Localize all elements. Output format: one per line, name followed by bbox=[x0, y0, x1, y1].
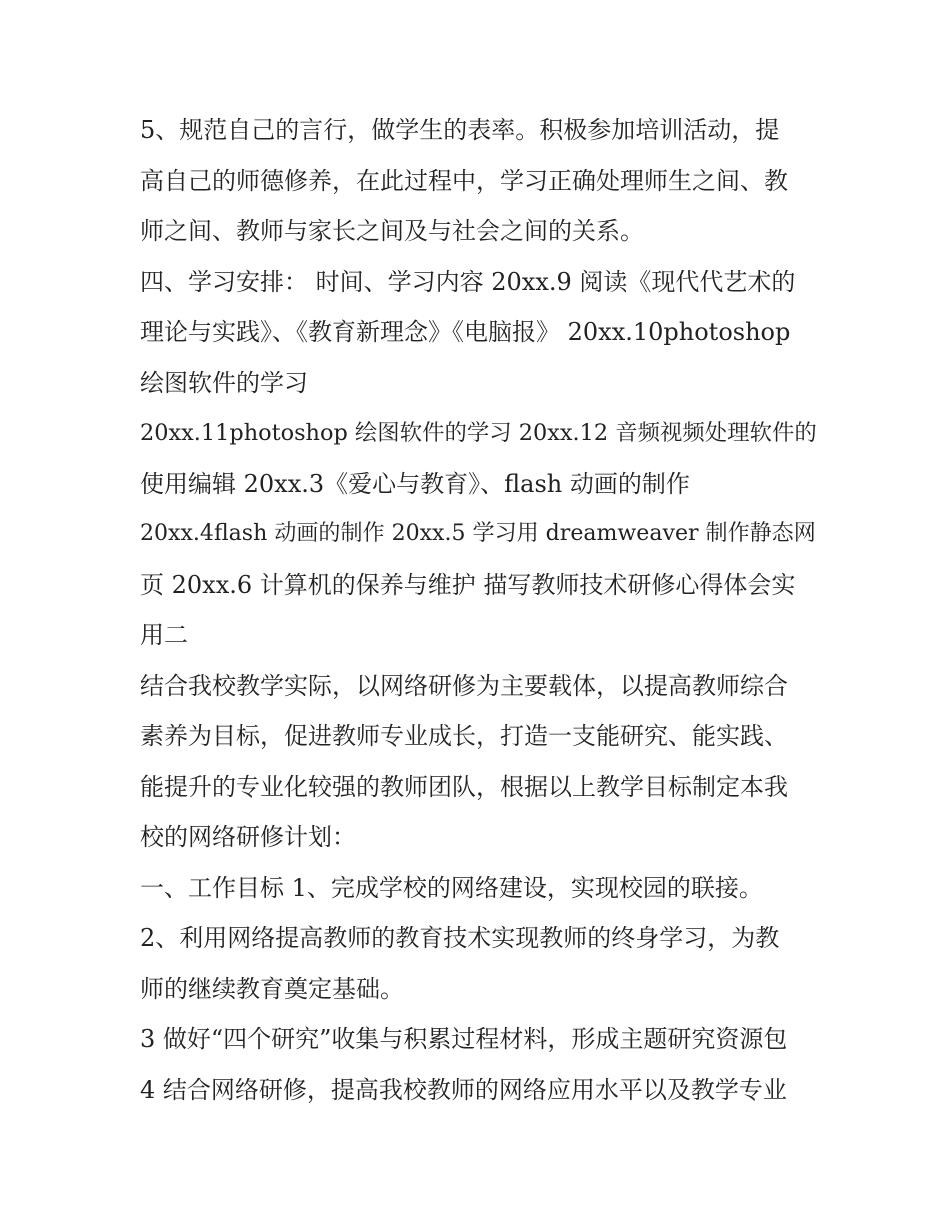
text-line: 师之间、教师与家长之间及与社会之间的关系。 bbox=[140, 217, 644, 245]
text-line: 用二 bbox=[140, 621, 188, 649]
text-line: 结合我校教学实际，以网络研修为主要载体，以提高教师综合 bbox=[140, 671, 788, 700]
text-line: 4 结合网络研修，提高我校教师的网络应用水平以及教学专业 bbox=[140, 1075, 787, 1104]
text-line: 20xx.4flash 动画的制作 20xx.5 学习用 dreamweaver 制作静态网 bbox=[140, 521, 816, 546]
text-line: 理论与实践》、《教育新理念》《电脑报》 20xx.10photoshop bbox=[140, 318, 791, 346]
text-line: 使用编辑 20xx.3《爱心与教育》、flash 动画的制作 bbox=[140, 469, 690, 498]
text-line: 素养为目标，促进教师专业成长，打造一支能研究、能实践、 bbox=[140, 722, 788, 750]
text-line: 校的网络研修计划： bbox=[140, 823, 356, 851]
text-line: 四、学习安排： 时间、学习内容 20xx.9 阅读《现代代艺术的 bbox=[140, 267, 796, 296]
text-line: 高自己的师德修养，在此过程中，学习正确处理师生之间、教 bbox=[140, 166, 788, 195]
text-line: 2、利用网络提高教师的教育技术实现教师的终身学习，为教 bbox=[140, 924, 780, 952]
text-line: 绘图软件的学习 bbox=[140, 368, 308, 397]
text-line: 5、规范自己的言行，做学生的表率。积极参加培训活动，提 bbox=[140, 116, 780, 144]
text-line: 师的继续教育奠定基础。 bbox=[140, 974, 404, 1003]
text-line: 页 20xx.6 计算机的保养与维护 描写教师技术研修心得体会实 bbox=[140, 570, 796, 599]
document-body bbox=[140, 105, 820, 1115]
text-line: 3 做好“四个研究”收集与积累过程材料，形成主题研究资源包 bbox=[140, 1025, 788, 1053]
text-line: 20xx.11photoshop 绘图软件的学习 20xx.12 音频视频处理软件的 bbox=[140, 420, 817, 446]
text-line: 能提升的专业化较强的教师团队，根据以上教学目标制定本我 bbox=[140, 772, 788, 801]
text-line: 一、工作目标 1、完成学校的网络建设，实现校园的联接。 bbox=[140, 873, 763, 902]
